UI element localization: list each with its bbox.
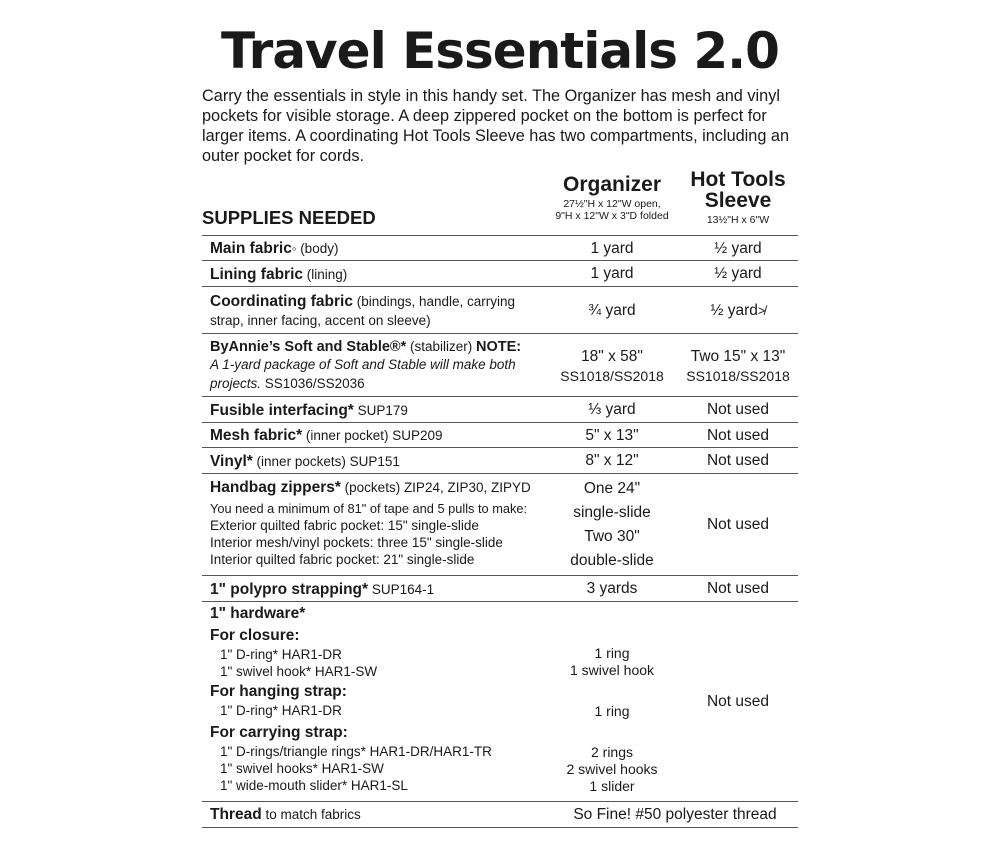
hardware-item: 1" D-ring* HAR1-DR [220,647,342,662]
organizer-amount: 2 rings [590,744,634,760]
sleeve-mark: ≯ [757,302,766,318]
table-row [202,447,798,474]
supply-name: 1" polypro strapping* [210,580,369,598]
sleeve-amount: Two 15" x 13" [690,348,786,365]
organizer-column-header [552,174,672,222]
organizer-amount: ¾ yard [588,301,636,319]
organizer-amount: 1 yard [590,239,634,257]
organizer-amount: 2 swivel hooks [566,761,658,777]
table-row [202,575,798,602]
supply-name: Handbag zippers* [210,479,341,496]
supply-detail: SUP179 [353,402,408,418]
organizer-amount: 18" x 58" [581,348,643,365]
organizer-amount: 1 yard [590,265,634,282]
supply-name: Vinyl* [210,452,253,470]
sleeve-amount: Not used [706,580,770,597]
organizer-amount: 1 ring [594,703,630,719]
supply-name: ByAnnie’s Soft and Stable®* [210,338,407,355]
supply-detail: (pockets) ZIP24, ZIP30, ZIPYD [340,480,531,495]
supply-mark: ◦ [291,241,297,256]
organizer-amount: Two 30" [584,528,640,545]
zipper-line: Exterior quilted fabric pocket: 15" single-slide [210,518,479,533]
organizer-title: Organizer [562,173,662,196]
sleeve-title-line2: Sleeve [704,189,772,212]
table-row [202,422,798,448]
supply-detail: (inner pockets) SUP151 [252,453,400,469]
supply-detail: (bindings, handle, carrying strap, inner facing, accent on sleeve) [210,293,516,328]
sleeve-column-header [678,169,798,226]
page-title: Travel Essentials 2.0 [221,22,779,80]
organizer-dim-folded: 9"H x 12"W x 3"D folded [555,210,669,222]
table-row [202,260,798,287]
hardware-group-title: For hanging strap: [210,683,347,700]
sleeve-code: SS1018/SS2018 [686,368,790,384]
supplies-heading: SUPPLIES NEEDED [202,207,376,228]
supply-name: Thread [210,806,262,823]
supply-name: 1" hardware* [210,605,306,622]
thread-amount: So Fine! #50 polyester thread [573,805,777,823]
table-row [202,473,798,576]
zipper-line: Interior quilted fabric pocket: 21" single-slide [210,552,475,567]
note-label: NOTE: [476,338,522,355]
organizer-amount: ⅓ yard [588,401,636,418]
table-row [202,801,798,828]
table-row [202,286,798,334]
table-row [202,333,798,397]
organizer-dim-open: 27½"H x 12"W open, [563,198,661,210]
sleeve-title-line1: Hot Tools [690,168,786,191]
table-row [202,235,798,261]
supply-detail: to match fabrics [261,807,361,822]
supply-name: Fusible interfacing* [210,401,354,419]
hardware-item: 1" D-ring* HAR1-DR [220,703,342,718]
table-row [202,601,798,802]
hardware-group-title: For carrying strap: [210,724,348,741]
organizer-code: SS1018/SS2018 [560,368,664,384]
organizer-amount: 5" x 13" [585,426,639,444]
supply-detail: SUP164-1 [368,581,435,597]
supply-code: SS1036/SS2036 [261,375,365,391]
organizer-amount: 3 yards [586,580,638,597]
organizer-amount: 1 ring [594,645,630,661]
supply-detail: (body) [296,241,339,256]
sleeve-amount: Not used [706,426,770,444]
supply-name: Coordinating fabric [210,292,353,310]
organizer-amount: 8" x 12" [585,452,639,469]
supply-name: Lining fabric [210,265,303,283]
sleeve-amount: Not used [706,516,770,533]
intro-paragraph: Carry the essentials in style in this handy set. The Organizer has mesh and vinyl pockets for visible storage. A deep zippered pocket on the bottom is perfect for larger items. A coordinating Hot Tools Sleeve has two compartments, including an outer pocket for cords. [202,87,790,165]
organizer-amount: 1 slider [589,778,635,794]
organizer-amount: One 24" [583,480,641,497]
supply-detail: (stabilizer) [406,338,477,354]
supply-note: A 1-yard package of Soft and Stable will make both projects. [210,357,516,391]
organizer-amount: 1 swivel hook [569,662,655,678]
hardware-item: 1" swivel hook* HAR1-SW [220,664,378,679]
hardware-item: 1" wide-mouth slider* HAR1-SL [220,778,408,793]
sleeve-amount: ½ yard [714,239,762,257]
hardware-item: 1" swivel hooks* HAR1-SW [220,761,384,776]
sleeve-dim: 13½"H x 6"W [706,214,770,226]
sleeve-amount: Not used [706,452,770,469]
zipper-line: You need a minimum of 81" of tape and 5 pulls to make: [210,501,528,516]
organizer-amount: double-slide [570,552,654,569]
sleeve-amount: ½ yard [710,301,758,319]
sleeve-amount: ½ yard [714,265,762,282]
sleeve-amount: Not used [706,693,770,710]
supply-detail: (lining) [303,266,348,282]
sleeve-amount: Not used [706,401,770,418]
supply-name: Mesh fabric* [210,427,303,444]
zipper-line: Interior mesh/vinyl pockets: three 15" single-slide [210,535,503,550]
hardware-item: 1" D-rings/triangle rings* HAR1-DR/HAR1-TR [220,744,492,759]
supply-name: Main fabric [210,240,292,257]
organizer-amount: single-slide [573,504,651,521]
table-row [202,396,798,423]
supply-detail: (inner pocket) SUP209 [302,428,443,443]
hardware-group-title: For closure: [210,627,300,644]
